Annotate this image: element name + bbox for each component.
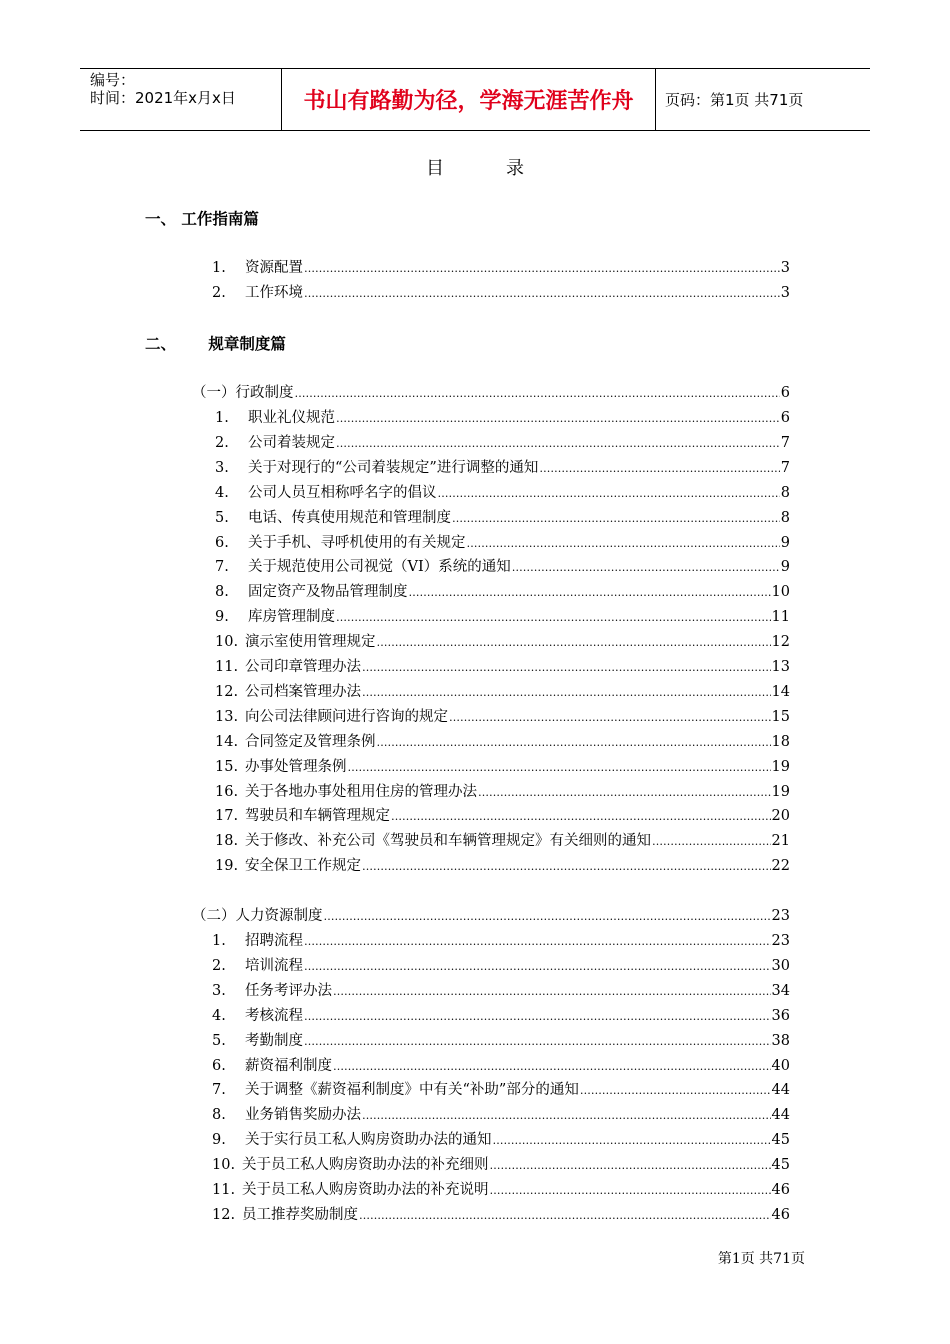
toc-entry-title: （一）行政制度	[192, 385, 294, 401]
toc-entry[interactable]	[192, 904, 790, 926]
toc-entry-number: 18.	[215, 833, 239, 850]
toc-entry-number: 13.	[215, 708, 239, 725]
toc-leader-dots	[362, 686, 771, 699]
toc-entry-page: 15	[771, 708, 790, 725]
toc-entry-page: 7	[780, 434, 790, 451]
toc-entry[interactable]	[212, 1078, 790, 1100]
toc-entry-title: 工作环境	[245, 285, 303, 301]
toc-entry[interactable]	[212, 979, 790, 1001]
toc-entry-number: 6.	[212, 1057, 226, 1074]
toc-entry-number: 10.	[215, 634, 239, 651]
toc-entry[interactable]	[212, 1103, 790, 1125]
toc-entry-title: 培训流程	[245, 957, 303, 974]
toc-entry-title: 公司着装规定	[248, 434, 335, 451]
toc-entry-page: 21	[771, 833, 790, 850]
toc-entry-number: 5.	[212, 1032, 226, 1049]
toc-entry[interactable]	[215, 705, 790, 727]
toc-entry-page: 7	[780, 459, 790, 476]
toc-entry[interactable]	[215, 655, 790, 677]
toc-entry-title: 员工推荐奖励制度	[242, 1206, 358, 1223]
toc-leader-dots	[324, 910, 771, 923]
toc-entry[interactable]	[212, 281, 790, 303]
toc-leader-dots	[580, 1084, 771, 1097]
toc-leader-dots	[304, 287, 780, 300]
toc-entry[interactable]	[212, 1153, 790, 1175]
toc-entry-title: 关于实行员工私人购房资助办法的通知	[245, 1132, 492, 1149]
toc-entry-number: 5.	[215, 509, 229, 526]
toc-entry-page: 34	[771, 982, 790, 999]
toc-leader-dots	[304, 1035, 771, 1048]
toc-entry-number: 12.	[212, 1206, 236, 1223]
toc-leader-dots	[478, 786, 771, 799]
toc-entry-title: 库房管理制度	[248, 609, 335, 626]
toc-leader-dots	[333, 1060, 771, 1073]
page-footer: 第1页 共71页	[717, 1251, 805, 1267]
toc-entry-page: 9	[780, 534, 790, 551]
toc-entry-page: 3	[780, 260, 790, 276]
toc-leader-dots	[304, 1010, 771, 1023]
page-header	[80, 68, 870, 131]
toc-entry-title: 关于修改、补充公司《驾驶员和车辆管理规定》有关细则的通知	[245, 833, 651, 850]
toc-entry[interactable]	[215, 829, 790, 851]
toc-entry[interactable]	[215, 555, 790, 577]
toc-entry[interactable]	[212, 1203, 790, 1225]
toc-entry[interactable]	[215, 680, 790, 702]
toc-entry-page: 3	[780, 285, 790, 301]
toc-entry-number: 2.	[212, 285, 226, 301]
toc-leader-dots	[449, 711, 771, 724]
toc-entry[interactable]	[215, 506, 790, 528]
toc-entry-number: 9.	[212, 1132, 226, 1149]
toc-entry-title: 关于手机、寻呼机使用的有关规定	[248, 534, 466, 551]
toc-entry-title: 向公司法律顾问进行咨询的规定	[245, 708, 448, 725]
toc-entry-page: 44	[771, 1107, 790, 1124]
toc-entry[interactable]	[212, 1054, 790, 1076]
toc-entry[interactable]	[212, 1004, 790, 1026]
toc-entry-title: 关于各地办事处租用住房的管理办法	[245, 783, 477, 800]
toc-entry-page: 44	[771, 1082, 790, 1099]
toc-entry-title: 关于员工私人购房资助办法的补充说明	[242, 1182, 489, 1198]
toc-entry-number: 19.	[215, 858, 239, 875]
toc-leader-dots	[362, 661, 771, 674]
toc-entry-page: 30	[771, 957, 790, 974]
toc-entry[interactable]	[215, 780, 790, 802]
toc-entry[interactable]	[215, 630, 790, 652]
toc-leader-dots	[295, 387, 780, 400]
toc-entry-page: 45	[771, 1132, 790, 1149]
toc-entry-page: 45	[771, 1157, 790, 1174]
toc-entry[interactable]	[212, 954, 790, 976]
toc-entry[interactable]	[212, 1178, 790, 1200]
toc-entry-number: 7.	[212, 1082, 226, 1099]
toc-entry-page: 8	[780, 509, 790, 526]
toc-entry-number: 3.	[212, 982, 226, 999]
toc-entry-title: 考核流程	[245, 1007, 303, 1024]
toc-entry-number: 2.	[215, 434, 229, 451]
toc-entry-number: 6.	[215, 534, 229, 551]
toc-entry-page: 14	[771, 683, 790, 700]
toc-entry-title: 关于员工私人购房资助办法的补充细则	[242, 1157, 489, 1174]
toc-leader-dots	[539, 462, 779, 475]
toc-entry-number: 16.	[215, 783, 239, 800]
toc-entry-number: 10.	[212, 1157, 236, 1174]
toc-entry[interactable]	[212, 1128, 790, 1150]
toc-entry-page: 19	[771, 758, 790, 775]
toc-leader-dots	[490, 1159, 771, 1172]
toc-leader-dots	[336, 611, 771, 624]
toc-entry-page: 10	[771, 584, 790, 601]
toc-leader-dots	[362, 1109, 771, 1122]
section-heading-rules: 二、 规章制度篇	[145, 335, 286, 353]
toc-entry-number: 1.	[212, 933, 226, 949]
toc-entry-title: 公司印章管理办法	[245, 659, 361, 675]
toc-entry[interactable]	[215, 605, 790, 627]
toc-leader-dots	[452, 512, 780, 525]
toc-entry-page: 12	[771, 634, 790, 651]
toc-leader-dots	[409, 586, 771, 599]
toc-entry-page: 6	[780, 410, 790, 426]
toc-leader-dots	[391, 810, 771, 823]
toc-entry[interactable]	[212, 1029, 790, 1051]
toc-leader-dots	[438, 487, 780, 500]
toc-entry-page: 20	[771, 808, 790, 825]
toc-entry-page: 6	[780, 385, 790, 401]
date-label: 时间：2021年x月x日	[90, 89, 236, 107]
section-heading-guide: 一、 工作指南篇	[145, 210, 259, 228]
header-page-info: 页码：第1页 共71页	[665, 91, 804, 109]
toc-entry-title: 合同签定及管理条例	[245, 733, 376, 750]
toc-entry[interactable]	[215, 481, 790, 503]
toc-entry-number: 8.	[212, 1107, 226, 1124]
toc-leader-dots	[333, 985, 771, 998]
toc-entry-title: 固定资产及物品管理制度	[248, 584, 408, 601]
toc-leader-dots	[490, 1184, 771, 1197]
toc-entry-number: 17.	[215, 808, 239, 825]
toc-leader-dots	[512, 561, 780, 574]
toc-entry-page: 18	[771, 733, 790, 750]
toc-entry[interactable]	[215, 730, 790, 752]
toc-entry-title: 关于对现行的“公司着装规定”进行调整的通知	[248, 459, 539, 476]
toc-entry-number: 11.	[212, 1182, 236, 1198]
toc-entry-number: 2.	[212, 957, 226, 974]
toc-entry-title: 公司档案管理办法	[245, 683, 361, 700]
toc-entry-page: 23	[771, 908, 790, 924]
header-divider	[655, 69, 656, 130]
toc-entry-page: 40	[771, 1057, 790, 1074]
toc-entry-page: 8	[780, 484, 790, 501]
toc-entry-page: 36	[771, 1007, 790, 1024]
toc-entry-page: 23	[771, 933, 790, 949]
toc-entry-number: 11.	[215, 659, 239, 675]
toc-leader-dots	[652, 835, 771, 848]
toc-entry-title: （二）人力资源制度	[192, 908, 323, 924]
toc-entry-title: 招聘流程	[245, 933, 303, 949]
toc-leader-dots	[348, 761, 771, 774]
toc-entry-title: 考勤制度	[245, 1032, 303, 1049]
toc-entry-number: 8.	[215, 584, 229, 601]
toc-entry-number: 4.	[212, 1007, 226, 1024]
toc-entry-page: 38	[771, 1032, 790, 1049]
toc-entry[interactable]	[212, 929, 790, 951]
toc-entry[interactable]	[215, 804, 790, 826]
toc-leader-dots	[467, 537, 780, 550]
header-meta	[90, 71, 280, 127]
toc-title: 目录	[426, 158, 586, 179]
toc-entry[interactable]	[215, 531, 790, 553]
toc-entry-number: 4.	[215, 484, 229, 501]
toc-leader-dots	[304, 935, 771, 948]
id-label: 编号：	[90, 71, 136, 89]
toc-entry[interactable]	[215, 580, 790, 602]
toc-entry[interactable]	[192, 381, 790, 403]
header-motto: 书山有路勤为径，学海无涯苦作舟	[303, 89, 634, 114]
toc-entry[interactable]	[215, 406, 790, 428]
toc-entry-title: 公司人员互相称呼名字的倡议	[248, 484, 437, 501]
toc-entry-page: 19	[771, 783, 790, 800]
toc-entry-title: 任务考评办法	[245, 982, 332, 999]
toc-entry[interactable]	[215, 755, 790, 777]
toc-entry-title: 办事处管理条例	[245, 758, 347, 775]
toc-leader-dots	[362, 860, 771, 873]
toc-entry-title: 驾驶员和车辆管理规定	[245, 808, 390, 825]
toc-entry[interactable]	[215, 854, 790, 876]
toc-entry-title: 职业礼仪规范	[248, 410, 335, 426]
toc-entry-title: 安全保卫工作规定	[245, 858, 361, 875]
toc-entry[interactable]	[215, 431, 790, 453]
toc-entry[interactable]	[215, 456, 790, 478]
toc-entry-page: 9	[780, 559, 790, 576]
toc-entry-number: 3.	[215, 459, 229, 476]
toc-entry-title: 业务销售奖励办法	[245, 1107, 361, 1124]
toc-entry-number: 1.	[215, 410, 229, 426]
toc-entry-number: 12.	[215, 683, 239, 700]
toc-entry-number: 1.	[212, 260, 226, 276]
toc-entry-title: 薪资福利制度	[245, 1057, 332, 1074]
toc-entry-title: 演示室使用管理规定	[245, 634, 376, 651]
toc-entry[interactable]	[212, 256, 790, 278]
toc-entry-title: 关于调整《薪资福利制度》中有关“补助”部分的通知	[245, 1082, 579, 1099]
toc-entry-number: 9.	[215, 609, 229, 626]
toc-leader-dots	[359, 1209, 771, 1222]
toc-leader-dots	[336, 412, 780, 425]
toc-leader-dots	[304, 262, 780, 275]
toc-entry-page: 11	[771, 609, 790, 626]
toc-leader-dots	[304, 960, 771, 973]
toc-entry-page: 46	[771, 1206, 790, 1223]
toc-entry-number: 14.	[215, 733, 239, 750]
toc-leader-dots	[377, 736, 771, 749]
toc-entry-number: 15.	[215, 758, 239, 775]
toc-entry-title: 资源配置	[245, 260, 303, 276]
toc-leader-dots	[336, 437, 780, 450]
toc-entry-title: 电话、传真使用规范和管理制度	[248, 509, 451, 526]
toc-entry-page: 46	[771, 1182, 790, 1198]
toc-leader-dots	[493, 1134, 771, 1147]
toc-entry-number: 7.	[215, 559, 229, 576]
toc-leader-dots	[377, 636, 771, 649]
toc-entry-page: 22	[771, 858, 790, 875]
toc-entry-page: 13	[771, 659, 790, 675]
toc-entry-title: 关于规范使用公司视觉（VI）系统的通知	[248, 559, 511, 576]
